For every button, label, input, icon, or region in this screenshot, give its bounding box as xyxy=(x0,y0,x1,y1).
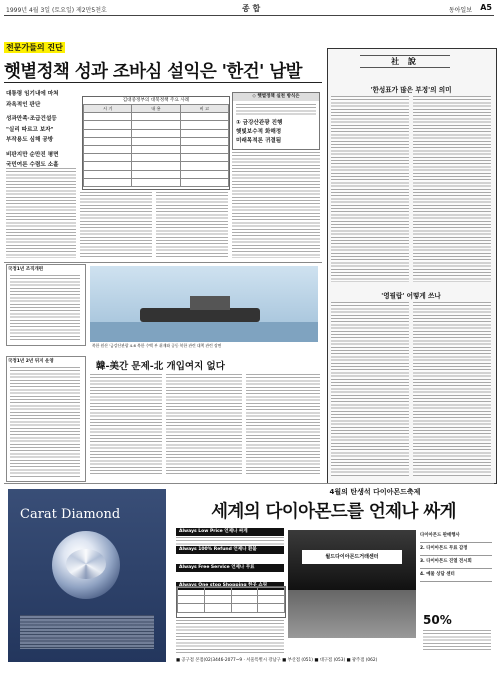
table-row xyxy=(178,588,285,596)
ad-fine-print xyxy=(423,630,491,652)
mini-box-line: ① 금강산관광 진행 xyxy=(236,120,283,126)
section-name: 종 합 xyxy=(242,4,261,13)
body-text xyxy=(236,104,316,116)
ad-side-row: 4. 예물 상담 센터 xyxy=(420,569,492,582)
mini-box-headings xyxy=(236,119,282,146)
sidebar-box-title: 국정1년 조직개편 xyxy=(8,267,44,272)
body-text xyxy=(10,367,80,477)
section-divider xyxy=(4,262,322,263)
sea-shape xyxy=(90,322,318,342)
subhead-line: 비판지만 순만진 평면 xyxy=(6,151,59,158)
mini-box-title: ◇ 햇볕정책 실천 방식은 xyxy=(233,93,319,101)
subhead-line: 성과만족·조급건설등 xyxy=(6,116,57,122)
ad-fine-print xyxy=(20,615,154,649)
carat-title: Carat Diamond xyxy=(20,507,121,522)
carat-diamond-ad xyxy=(8,489,166,662)
ad-footer: ■ 공구점 본점(02)3446-2077~9 · 서울특별시 강남구 ■ 부산점 (051) ■ 대구점 (053) ■ 광주점 (062) xyxy=(176,658,378,663)
editorial-body-2a xyxy=(331,302,409,476)
table-title: 김대중정부의 대북정책 주요 사례 xyxy=(122,98,190,103)
sub-body-col1 xyxy=(90,374,162,474)
table-row xyxy=(84,170,229,178)
sidebar-box-2-title: 국정1년 2년 뒤지 운영 xyxy=(8,359,54,364)
photo-caption: 북한 원산 '금강산관광 4-6 북한 수백 부 취재와 공동 북한 관련 대책 관련 장면 xyxy=(92,343,222,348)
ad-feature-bar: Always One stop Shopping 한곳 쇼핑 xyxy=(176,582,284,590)
article-subheads xyxy=(6,89,76,171)
article-body-col3 xyxy=(156,192,228,258)
table-header: 비 고 xyxy=(180,105,228,113)
sidebar-box-2 xyxy=(6,356,86,482)
editorial-body-1a xyxy=(331,96,409,282)
ad-feature-bar: Always 100% Refund 언제나 환불 xyxy=(176,546,284,554)
table-row xyxy=(84,145,229,153)
table-row xyxy=(178,596,285,604)
mini-box-line: 햇빛보수적 화해정 xyxy=(236,129,282,135)
subhead-line: 국민여론 수렴도 소홀 xyxy=(6,162,59,168)
table-row xyxy=(84,137,229,145)
article-headline: 햇볕정책 성과 조바심 설익은 '한건' 남발 xyxy=(4,62,302,82)
street xyxy=(288,590,416,638)
ad-feature-bars xyxy=(176,528,284,590)
editorial-body-2b xyxy=(413,302,491,476)
subhead-line: 과욕적인 판단 xyxy=(6,101,41,108)
subhead-line: 부작용도 심해 공방 xyxy=(6,137,54,143)
table-header-row xyxy=(84,105,229,113)
body-text xyxy=(10,275,80,341)
ad-feature-bar: Always Low Price 언제나 싸게 xyxy=(176,528,284,536)
subhead-line: "실리 따르고 보자" xyxy=(6,126,54,133)
ad-side-row: 2. 다이아몬드 무료 감정 xyxy=(420,543,492,556)
ad-side-list xyxy=(420,530,492,582)
ship-shape xyxy=(140,308,260,322)
news-photo xyxy=(90,266,318,342)
table-row xyxy=(84,154,229,162)
table-row xyxy=(84,121,229,129)
page-number: A5 xyxy=(480,3,492,12)
ad-fine-print xyxy=(176,537,284,545)
ad-feature-bar: Always Free Service 언제나 무료 xyxy=(176,564,284,572)
editorial-label: 社 說 xyxy=(360,55,450,68)
table-row xyxy=(84,129,229,137)
policy-mini-box xyxy=(232,92,320,150)
article-kicker: 전문가들의 진단 xyxy=(6,43,63,52)
editorial-body-1b xyxy=(413,96,491,282)
ad-price-table xyxy=(176,586,286,618)
diamond-shine-icon xyxy=(66,549,106,579)
sub-body-col3 xyxy=(246,374,320,474)
ship-deck xyxy=(190,296,230,310)
table-row xyxy=(84,162,229,170)
mini-box-line: 미래목적론 귀결됨 xyxy=(236,138,282,144)
article-body-col1 xyxy=(6,168,76,258)
editorial-title-1: '한성표가 많은 부정'의 의미 xyxy=(370,86,452,94)
page-header xyxy=(4,3,494,16)
table-row xyxy=(84,178,229,186)
table-header: 내 용 xyxy=(132,105,180,113)
article-body-col2 xyxy=(80,192,152,258)
ad-side-row: 다이아몬드 판매행사 xyxy=(420,530,492,543)
sub-body-col2 xyxy=(166,374,242,474)
store-photo xyxy=(288,530,416,638)
table-header: 시 기 xyxy=(84,105,132,113)
ad-sale-percent: 50% xyxy=(423,613,452,627)
ad-side-row: 3. 다이아몬드 진열 전시회 xyxy=(420,556,492,569)
issue-date: 1999년 4월 3일 (토요일) 제2만5천호 xyxy=(6,7,107,14)
store-sign: 월드다이아몬드거래센터 xyxy=(302,550,402,564)
ad-headline: 세계의 다이아몬드를 언제나 싸게 xyxy=(211,502,456,522)
editorial-title-2: '영필랍' 어떻게 쓰나 xyxy=(381,292,441,300)
table-row xyxy=(178,604,285,612)
sidebar-box xyxy=(6,264,86,346)
article-body-col4 xyxy=(232,152,320,258)
ad-fine-print xyxy=(176,620,284,654)
table-row xyxy=(84,113,229,121)
policy-table xyxy=(82,96,230,190)
headline-rule xyxy=(4,82,322,83)
newspaper-name: 동아일보 xyxy=(448,7,472,14)
subhead-line: 대통령 임기내에 마쳐 xyxy=(6,91,59,97)
sub-headline: 韓-美간 문제-北 개입여지 없다 xyxy=(96,361,225,372)
ad-tagline: 4월의 탄생석 다이아몬드축제 xyxy=(329,488,421,496)
